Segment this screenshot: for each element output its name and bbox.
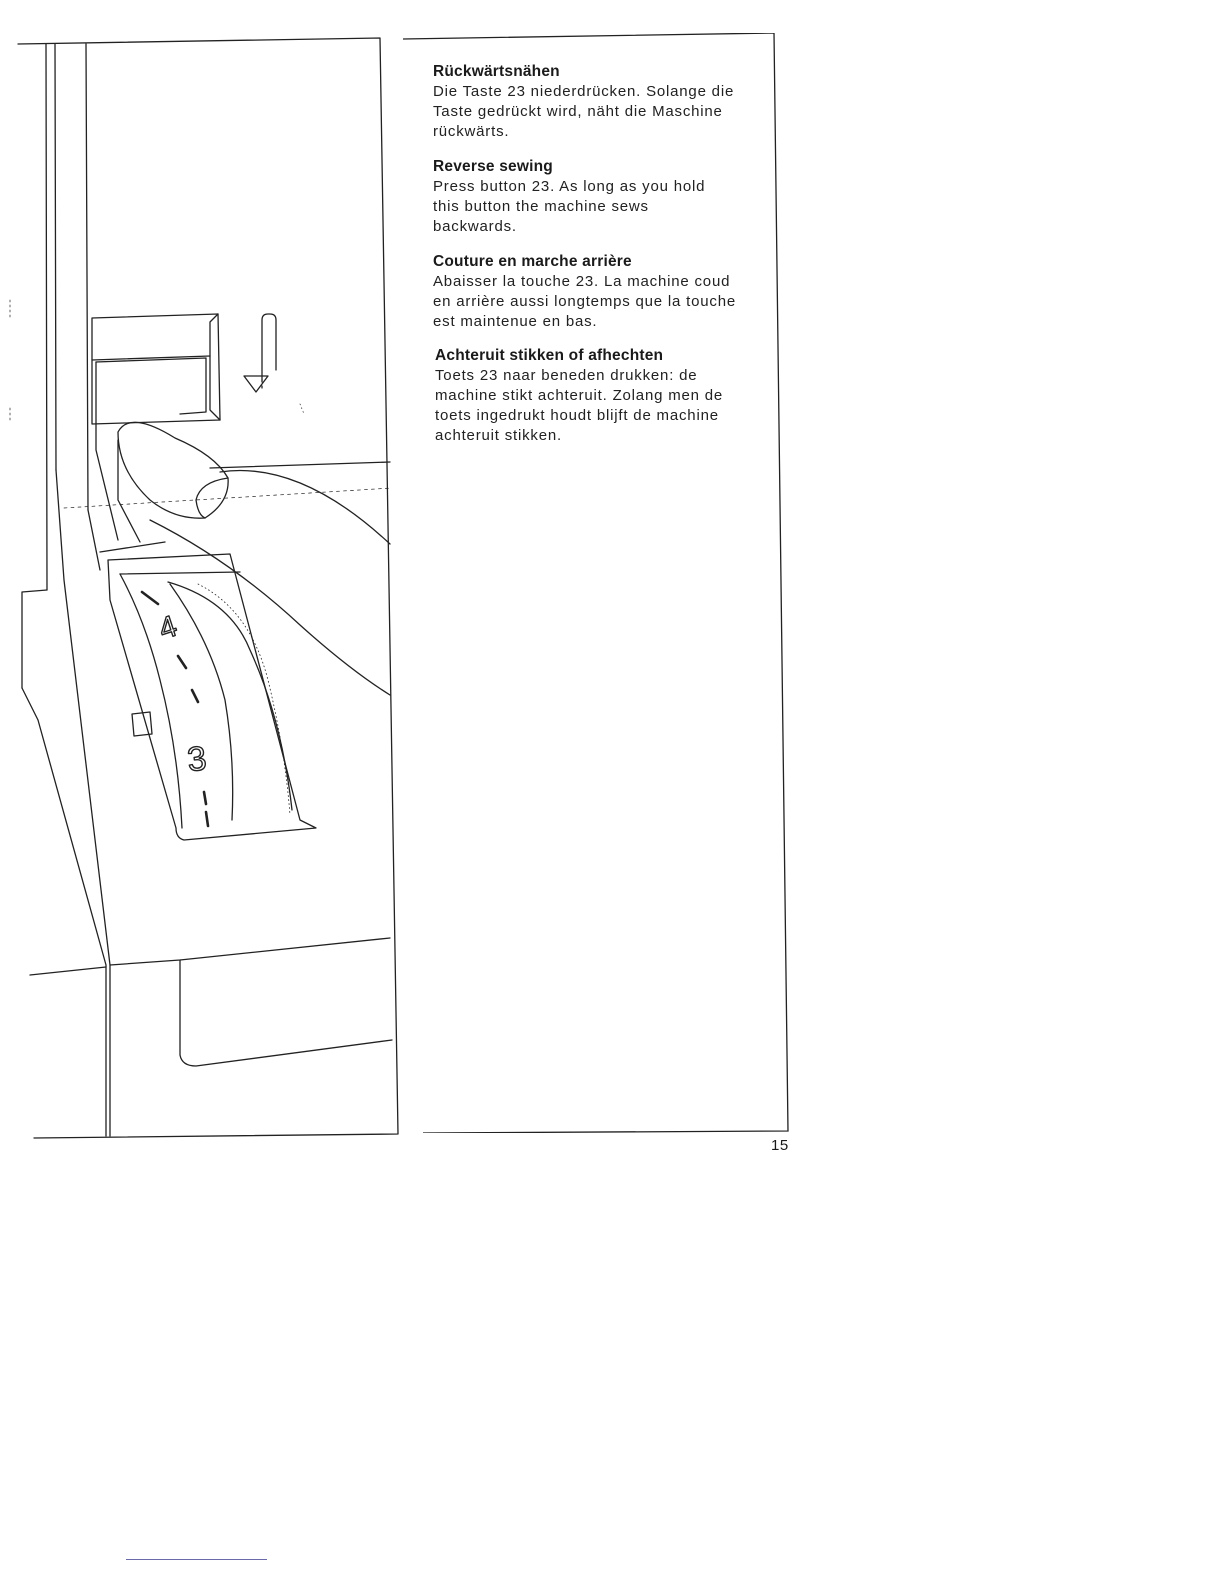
section-heading: Reverse sewing	[433, 158, 553, 175]
text-line: en arrière aussi longtemps que la touche	[433, 293, 736, 310]
sewing-machine-illustration	[0, 0, 410, 1150]
section-heading: Rückwärtsnähen	[433, 63, 560, 80]
page-number: 15	[771, 1137, 789, 1154]
text-line: backwards.	[433, 218, 517, 235]
text-line: machine stikt achteruit. Zolang men de	[435, 387, 724, 404]
text-line: est maintenue en bas.	[433, 313, 598, 330]
text-line: Die Taste 23 niederdrücken. Solange die	[433, 83, 735, 100]
text-line: this button the machine sews	[433, 198, 649, 215]
section-heading: Couture en marche arrière	[433, 253, 632, 270]
dial-number-3: 3	[185, 739, 209, 780]
text-line: achteruit stikken.	[435, 427, 562, 444]
text-line: Abaisser la touche 23. La machine coud	[433, 273, 731, 290]
instruction-panel	[403, 33, 789, 1133]
text-line: rückwärts.	[433, 123, 510, 140]
footer-rule	[126, 1559, 267, 1560]
section-german	[433, 62, 773, 142]
section-french	[433, 252, 773, 332]
dial-number-4: 4	[155, 609, 182, 647]
section-dutch	[435, 346, 775, 446]
text-line: toets ingedrukt houdt blijft de machine	[435, 407, 719, 424]
text-line: Toets 23 naar beneden drukken: de	[435, 367, 698, 384]
section-english	[433, 157, 773, 237]
section-heading: Achteruit stikken of afhechten	[435, 347, 664, 364]
text-line: Press button 23. As long as you hold	[433, 178, 706, 195]
text-line: Taste gedrückt wird, näht die Maschine	[433, 103, 723, 120]
